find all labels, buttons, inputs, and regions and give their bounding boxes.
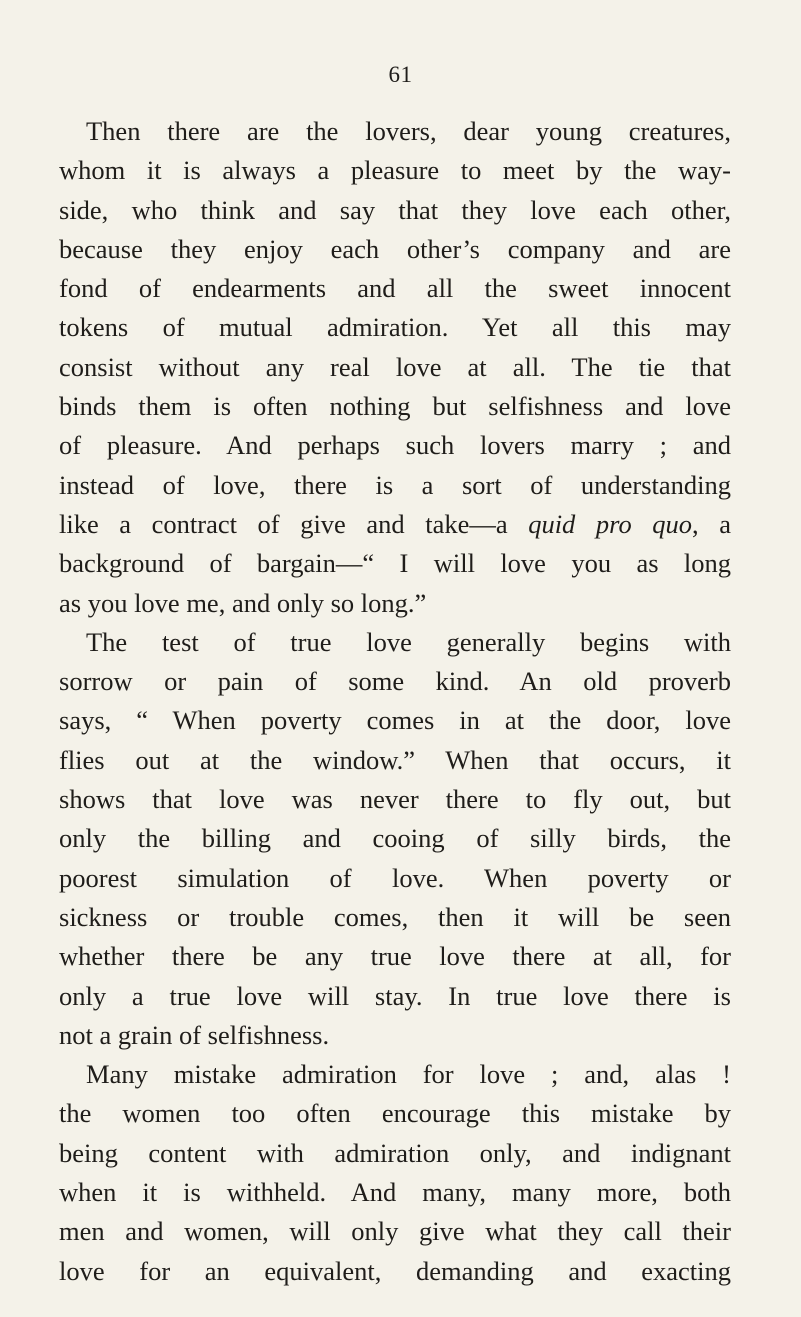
text-line: not a grain of selfishness. — [59, 1019, 330, 1050]
text-line: side, who think and say that they love each other, — [59, 194, 731, 225]
text-line: shows that love was never there to fly out, but — [59, 784, 731, 815]
text-line: as you love me, and only so long.” — [59, 587, 427, 618]
text-line: sorrow or pain of some kind. An old proverb — [59, 666, 731, 697]
text-line: like a contract of give and take—a quid pro quo, a — [59, 508, 731, 539]
text-line: Then there are the lovers, dear young creatures, — [86, 116, 731, 146]
page-number: 61 — [388, 62, 413, 87]
text-line: consist without any real love at all. The tie that — [59, 351, 731, 382]
text-line: love for an equivalent, demanding and exacting — [59, 1255, 731, 1286]
text-line: The test of true love generally begins with — [86, 626, 731, 657]
text-line: sickness or trouble comes, then it will be seen — [59, 901, 731, 932]
text-line: the women too often encourage this mistake by — [59, 1098, 731, 1129]
text-line: only the billing and cooing of silly birds, the — [59, 823, 731, 854]
text-line: flies out at the window.” When that occurs, it — [59, 744, 731, 775]
text-line: of pleasure. And perhaps such lovers marry ; and — [59, 430, 731, 461]
text-line: whether there be any true love there at all, for — [59, 941, 731, 972]
text-line: tokens of mutual admiration. Yet all this may — [59, 312, 731, 343]
text-line: fond of endearments and all the sweet innocent — [59, 273, 731, 304]
text-line: because they enjoy each other’s company and are — [59, 233, 731, 264]
text-line: binds them is often nothing but selfishness and love — [59, 391, 731, 422]
text-line: instead of love, there is a sort of understanding — [59, 469, 731, 500]
text-line: Many mistake admiration for love ; and, alas ! — [86, 1059, 731, 1090]
text-line: men and women, will only give what they call their — [59, 1216, 731, 1247]
italic-phrase: quid pro quo — [528, 508, 693, 539]
text-line: being content with admiration only, and indignant — [59, 1137, 731, 1168]
text-line: whom it is always a pleasure to meet by the way- — [59, 155, 731, 186]
text-line: background of bargain—“ I will love you as long — [59, 548, 731, 579]
text-line: poorest simulation of love. When poverty or — [59, 862, 731, 893]
text-line: says, “ When poverty comes in at the door, love — [59, 705, 731, 736]
body-text — [59, 112, 731, 1291]
text-line: only a true love will stay. In true love there is — [59, 980, 731, 1011]
text-line: when it is withheld. And many, many more, both — [59, 1177, 731, 1208]
